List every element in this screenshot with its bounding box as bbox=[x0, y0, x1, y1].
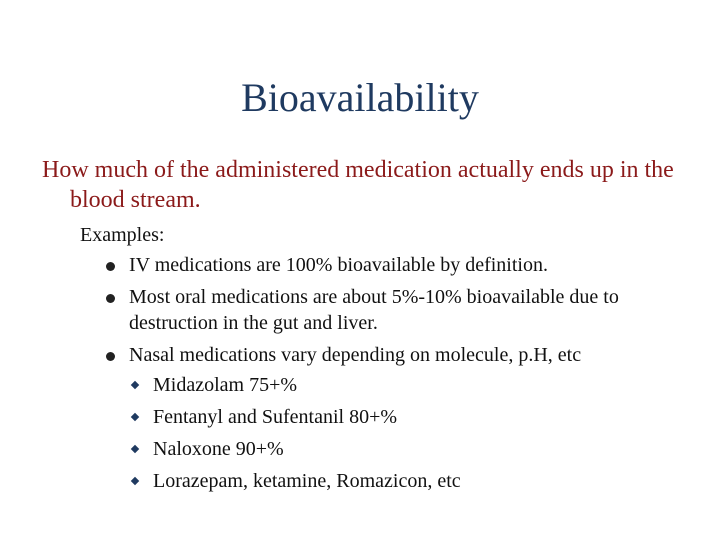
sub-item-fentanyl bbox=[129, 404, 686, 430]
sub-item-lorazepam bbox=[129, 468, 686, 494]
round-bullet-icon bbox=[106, 294, 115, 303]
sub-item-naloxone bbox=[129, 436, 686, 462]
slide-title: Bioavailability bbox=[241, 75, 479, 120]
nasal-examples-list bbox=[129, 372, 686, 494]
sub-item-text: Lorazepam, ketamine, Romazicon, etc bbox=[153, 470, 461, 492]
diamond-bullet-icon bbox=[131, 381, 139, 389]
examples-label: Examples: bbox=[80, 224, 165, 246]
sub-item-text: Naloxone 90+% bbox=[153, 438, 284, 460]
list-item-text: Most oral medications are about 5%-10% bioavailable due to destruction in the gut and liver. bbox=[129, 286, 619, 334]
sub-item-text: Midazolam 75+% bbox=[153, 374, 298, 396]
lead-statement: How much of the administered medication actually ends up in the blood stream. bbox=[42, 157, 674, 213]
list-item-oral bbox=[106, 284, 686, 336]
list-item-text: IV medications are 100% bioavailable by definition. bbox=[129, 254, 548, 276]
diamond-bullet-icon bbox=[131, 413, 139, 421]
diamond-bullet-icon bbox=[131, 445, 139, 453]
round-bullet-icon bbox=[106, 352, 115, 361]
examples-list bbox=[106, 252, 686, 500]
round-bullet-icon bbox=[106, 262, 115, 271]
sub-item-text: Fentanyl and Sufentanil 80+% bbox=[153, 406, 398, 428]
list-item-iv bbox=[106, 252, 686, 278]
list-item-nasal bbox=[106, 342, 686, 494]
list-item-text: Nasal medications vary depending on molecule, p.H, etc bbox=[129, 344, 582, 366]
sub-item-midazolam bbox=[129, 372, 686, 398]
diamond-bullet-icon bbox=[131, 477, 139, 485]
